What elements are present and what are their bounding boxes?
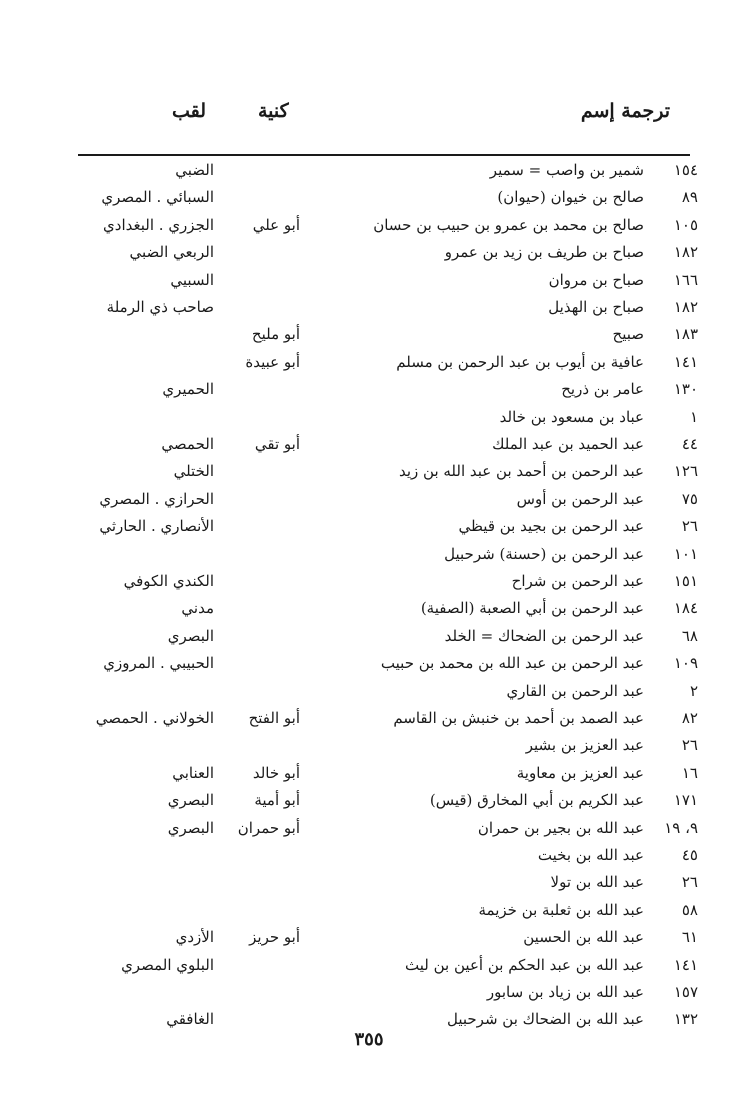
entry-name: عبد الله بن عبد الحكم بن أعين بن ليث xyxy=(405,955,644,974)
entry-name: صباح بن الهذيل xyxy=(548,298,644,316)
entry-kunya: أبو خالد xyxy=(252,763,300,782)
entry-row xyxy=(0,541,738,567)
entry-name: عبد الله بن بجير بن حمران xyxy=(477,818,644,837)
entry-name: عبد الرحمن بن شراح xyxy=(511,572,644,590)
entry-number: ١٠٥ xyxy=(673,215,698,234)
column-header-laqab: لقب xyxy=(172,100,207,122)
entry-number: ١٣٢ xyxy=(673,1010,698,1029)
entry-laqab: السبيي xyxy=(170,270,214,289)
entry-number: ١٨٤ xyxy=(673,599,698,618)
entry-kunya: أبو الفتح xyxy=(248,709,300,727)
entry-laqab: البصري xyxy=(167,818,214,837)
entry-row xyxy=(0,239,738,265)
entry-name: شمير بن واصب = سمير xyxy=(489,161,644,179)
entry-row xyxy=(0,952,738,978)
entry-row xyxy=(0,349,738,375)
entry-row xyxy=(0,458,738,484)
entry-row xyxy=(0,267,738,293)
entry-laqab: الكندي الكوفي xyxy=(123,572,214,590)
entry-laqab: الأنصاري . الحارثي xyxy=(99,517,214,536)
entry-laqab: الحرازي . المصري xyxy=(99,489,214,508)
entry-laqab: البصري xyxy=(167,791,214,810)
entry-laqab: البلوي المصري xyxy=(121,955,214,974)
entry-name: عامر بن ذريح xyxy=(561,380,644,399)
entry-row xyxy=(0,431,738,457)
entry-number: ٨٩ xyxy=(681,188,698,207)
entry-number: ٢٦ xyxy=(681,517,698,536)
entry-laqab: الضبي xyxy=(175,161,214,179)
entry-name: عبد الرحمن بن أحمد بن عبد الله بن زيد xyxy=(398,462,644,481)
entry-row xyxy=(0,842,738,868)
entry-row xyxy=(0,678,738,704)
entry-row xyxy=(0,568,738,594)
entry-kunya: أبو علي xyxy=(252,215,300,234)
entry-name: عبد الله بن تولا xyxy=(550,873,644,892)
entry-row xyxy=(0,513,738,539)
entry-name: صالح بن خيوان (حيوان) xyxy=(497,188,644,207)
entry-row xyxy=(0,705,738,731)
entry-row xyxy=(0,924,738,950)
entry-row xyxy=(0,732,738,758)
entry-name: صباح بن طريف بن زيد بن عمرو xyxy=(444,243,644,262)
entry-number: ٨٢ xyxy=(681,709,698,727)
entry-row xyxy=(0,787,738,813)
entry-row xyxy=(0,650,738,676)
entry-laqab: الجزري . البغدادي xyxy=(103,215,214,234)
entry-name: عبد الكريم بن أبي المخارق (قيس) xyxy=(429,791,644,810)
entry-name: عبد الله بن الحسين xyxy=(523,928,644,947)
entry-name: عبد الرحمن بن بجيد بن قيظي xyxy=(458,517,644,536)
entry-name: عبد الصمد بن أحمد بن خنبش بن القاسم xyxy=(393,709,644,727)
entry-laqab: الأزدي xyxy=(175,928,214,947)
entry-laqab: الربعي الضبي xyxy=(129,243,214,262)
entry-number: ١٥١ xyxy=(673,572,698,590)
entry-laqab: مدني xyxy=(181,599,214,618)
entry-number: ٢٦ xyxy=(681,873,698,892)
entry-laqab: الحبيبي . المروزي xyxy=(103,654,214,673)
entry-name: عباد بن مسعود بن خالد xyxy=(499,407,644,426)
entry-row xyxy=(0,815,738,841)
entry-laqab: الحميري xyxy=(162,380,214,399)
entry-number: ١٨٢ xyxy=(673,243,698,262)
entry-row xyxy=(0,595,738,621)
entry-number: ١٦٦ xyxy=(673,270,698,289)
entry-number: ٦٨ xyxy=(681,626,698,645)
entry-number: ١٠٩ xyxy=(673,654,698,673)
entry-name: عافية بن أيوب بن عبد الرحمن بن مسلم xyxy=(396,352,644,371)
entry-row xyxy=(0,404,738,430)
entry-kunya: أبو عبيدة xyxy=(245,352,300,371)
entry-name: عبد العزيز بن معاوية xyxy=(516,763,644,782)
entry-number: ٢٦ xyxy=(681,736,698,755)
page-number: ٣٥٥ xyxy=(354,1029,384,1050)
entry-number: ٥٨ xyxy=(681,900,698,919)
entry-laqab: الخولاني . الحمصي xyxy=(95,709,214,727)
header-rule xyxy=(78,154,690,156)
entry-name: صبيح xyxy=(612,325,644,344)
entry-number: ٧٥ xyxy=(681,489,698,508)
entry-laqab: الغافقي xyxy=(166,1010,214,1029)
entry-name: عبد العزيز بن بشير xyxy=(525,736,644,755)
entry-kunya: أبو حمران xyxy=(237,818,300,837)
entry-laqab: البصري xyxy=(167,626,214,645)
entry-name: عبد الرحمن بن أوس xyxy=(516,489,644,508)
entry-number: ١٦ xyxy=(681,763,698,782)
entry-number: ٤٤ xyxy=(681,435,698,453)
entry-number: ٩، ١٩ xyxy=(664,818,698,837)
entry-number: ١٨٣ xyxy=(673,325,698,344)
column-header-kunya: كنية xyxy=(258,100,289,122)
entry-number: ١٣٠ xyxy=(673,380,698,399)
entry-laqab: صاحب ذي الرملة xyxy=(106,298,214,316)
entry-number: ١٨٢ xyxy=(673,298,698,316)
entry-kunya: أبو مليح xyxy=(251,325,300,344)
entry-number: ١٥٧ xyxy=(673,983,698,1001)
entry-row xyxy=(0,212,738,238)
entry-name: عبد الله بن ثعلبة بن خزيمة xyxy=(478,900,644,919)
entry-kunya: أبو تقي xyxy=(254,435,300,453)
entry-number: ٤٥ xyxy=(681,846,698,864)
entry-laqab: العنابي xyxy=(172,763,214,782)
entry-name: عبد الله بن بخيت xyxy=(537,846,644,864)
entry-name: صالح بن محمد بن عمرو بن حبيب بن حسان xyxy=(373,215,644,234)
column-header-name: ترجمة إسم xyxy=(580,100,670,122)
entry-row xyxy=(0,979,738,1005)
entry-row xyxy=(0,157,738,183)
entry-laqab: السبائي . المصري xyxy=(101,188,214,207)
entry-number: ١٢٦ xyxy=(673,462,698,481)
entry-number: ٦١ xyxy=(681,928,698,947)
entry-number: ٢ xyxy=(689,681,698,700)
entry-name: عبد الرحمن بن عبد الله بن محمد بن حبيب xyxy=(380,654,644,673)
entry-number: ١٥٤ xyxy=(673,161,698,179)
entry-kunya: أبو حريز xyxy=(249,928,300,947)
entry-row xyxy=(0,623,738,649)
entry-number: ١ xyxy=(689,407,698,426)
entry-name: عبد الله بن الضحاك بن شرحبيل xyxy=(446,1010,644,1029)
entry-name: صباح بن مروان xyxy=(548,270,644,289)
entry-row xyxy=(0,760,738,786)
entry-name: عبد الرحمن بن الضحاك = الخلد xyxy=(444,626,644,645)
entry-name: عبد الله بن زياد بن سابور xyxy=(486,983,644,1001)
entry-row xyxy=(0,869,738,895)
entry-row xyxy=(0,897,738,923)
entry-name: عبد الحميد بن عبد الملك xyxy=(492,435,644,453)
entry-name: عبد الرحمن بن أبي الصعبة (الصفية) xyxy=(420,599,644,618)
entry-laqab: الختلي xyxy=(173,462,214,481)
entry-number: ١٧١ xyxy=(673,791,698,810)
entry-number: ١٤١ xyxy=(673,955,698,974)
entry-row xyxy=(0,486,738,512)
entry-kunya: أبو أمية xyxy=(254,791,300,810)
entry-row xyxy=(0,321,738,347)
entry-row xyxy=(0,184,738,210)
entry-name: عبد الرحمن بن (حسنة) شرحبيل xyxy=(444,544,644,563)
entry-row xyxy=(0,376,738,402)
entry-row xyxy=(0,294,738,320)
entry-laqab: الحمصي xyxy=(161,435,214,453)
entry-name: عبد الرحمن بن القاري xyxy=(506,681,644,700)
entry-number: ١٤١ xyxy=(673,352,698,371)
entry-number: ١٠١ xyxy=(673,544,698,563)
